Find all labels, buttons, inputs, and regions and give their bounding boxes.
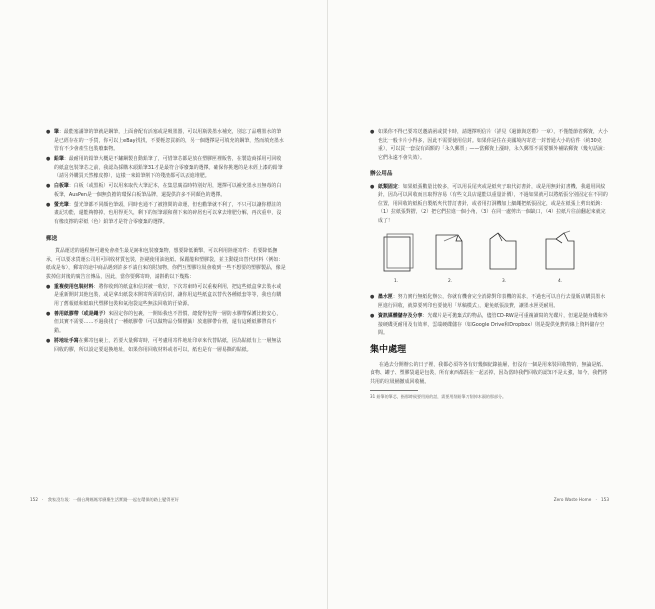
item-term: 白板筆 bbox=[54, 183, 69, 190]
list-item-handwrite-address bbox=[46, 337, 286, 354]
paper-fold-illustration bbox=[378, 229, 610, 291]
item-term: 紙類固定 bbox=[378, 183, 398, 190]
section-heading-consolidation: 集中處理 bbox=[370, 344, 407, 355]
bullet-icon: ● bbox=[46, 338, 51, 345]
list-item-media-storage bbox=[370, 312, 610, 338]
bullet-icon: ● bbox=[46, 310, 51, 317]
item-term: 筆 bbox=[54, 129, 59, 135]
bullet-icon: ● bbox=[46, 129, 51, 135]
item-text: ：螢光筆都不同顏色筆頭，同時也通不了被推問的命運，但也勸筆就不利了，不只可以讓你標註的畫記功能，還能夠擦掉，也用得更久，剩下的短筆頭和削下來的碎屑也可以拿去堆肥分解，再次重申，沒有橡皮擦的彩紙（色）鉛筆才是符合零廢棄的選擇。 bbox=[54, 201, 282, 225]
list-item-ink-cartridge bbox=[370, 293, 610, 310]
list-item-paper-fastening bbox=[370, 183, 610, 226]
item-text: 來固定你的包裹，一開始我也不習慣，總覺得包得一層防水膠帶保護比較安心，但其實不需要……不過我找了一種紙膠帶（可以做物品分類標籤）放進膠帶台裡，還有這種紙膠帶真不錯。 bbox=[54, 310, 282, 334]
section-heading-office-supplies: 辦公用品 bbox=[370, 171, 393, 178]
list-item-postcards bbox=[370, 128, 610, 162]
figure-label-4: 4. bbox=[558, 279, 563, 285]
item-text: ：白板（或黑板）可以用來取代大筆記本，在集思廣益時特別好用，選擇可以補充墨水且無毒的白板筆，AusPen是一個無負擔的環保白板筆品牌，還提供許多不同顏色的選擇。 bbox=[54, 183, 282, 198]
page-footer-left: 152 · 我家沒垃圾：一個台灣媽媽零廢棄生活實踐·一起在環保的路上變得更好 bbox=[30, 497, 179, 502]
item-text: 如果你不得已要寄送邀請函或賀卡時，請選擇明信片（詳見《過節與送禮》一章），不僅能節省郵資，大小也比一般卡片小得多，因此不需要使用信封。如果你是住在美國境內寄送一封普通大小的信件（約30克重），可以買一套沒有面額的「永久郵票」——當郵資上漲時，永久郵票不需要額外補貼郵資（幾句話說：它們永遠不會失效）。 bbox=[378, 129, 608, 161]
section-heading-mailing: 郵送 bbox=[46, 235, 58, 242]
list-item-reuse-packaging bbox=[46, 283, 286, 309]
item-text: 在郵寄包裹上，若要大量郵寄時，可考慮用寄件地址印章來代替貼紙，因為貼紙有上一層無法回收的膠，所以設定要退換地址，如果你用回收材料或者可以，紙也是有一層易撕的貼紙。 bbox=[54, 338, 282, 353]
section-intro: 貨品運送的過程無可避免會產生最足跡和包裝廢棄物，想要降低衝擊，可以利用陸運寄件：若要降低撫承，可以要求貨運公司用可回收材質包裝，拒絕使用油泡紙、保麗龍和塑膠袋，並主動提出替代材料（例如：紙或是布），郵寄的途中商品遇到許多不請自來的附加物，你們互塑膠垃圾會收到一些不想要的塑膠製品，像是拔掉信封後的廣告宣傳品，因此，當你要郵寄時，請斟酌以下幾點： bbox=[46, 248, 286, 280]
item-term: 資訊媒體儲存及分享 bbox=[378, 313, 423, 320]
bullet-icon: ● bbox=[46, 283, 51, 290]
bullet-icon: ● bbox=[370, 129, 375, 135]
figure-label-1: 1. bbox=[394, 279, 399, 285]
item-term: 鉛筆 bbox=[54, 156, 64, 163]
item-text: ：如果紙張數量比較多，可以用長尾夾或是紙夾子取代釘書針，或是用無針釘書機，我還用回紋針，因為可以回收而且取得容易（有些文具店還能以重量計價），不過如果就可以將紙張分別固定在不同的位置，用回收的紙板自製紙夾代替訂書針，或者用打洞機加上細繩把紙張固定，或是在紙張上剪出紙鉤：（1）拉紙張對摺，（2）把它們拉進一個小角，（3）在同一處剪出一個缺口，（4）拉紙片往前翻起來就完成了！ bbox=[378, 183, 608, 224]
section-body: 在過去分開辦公的日子裡，我都必須等各有好幾個紀錄抽屜，但沒有一個是用來裝回收物的，無論是紙、食物、罐子、塑膠袋還是包裝，所有東西都混在一起丟掉，因為當時我們回收的認知不是太強，如今，我們將共用的垃圾桶撤成回收桶。 bbox=[370, 361, 608, 385]
item-text: ：光碟片是可拋棄式的物品，儘管CD-RW是可重複讀寫的光碟片，但還是隨身碟和外接硬碟更耐用及有效率，雲端硬碟儲存（如Google Drive和Dropbox）則是提供免費的線上資料儲存空間。 bbox=[378, 313, 608, 337]
bullet-icon: ● bbox=[46, 201, 51, 208]
figure-label-2: 2. bbox=[448, 279, 453, 285]
figure-label-3: 3. bbox=[502, 279, 507, 285]
item-text: ：最能塞滿筆的筆就是鋼筆，上面會配有活塞或是吸墨器，可以用瓶裝墨水補充，別忘了品嚐墨水的筆是已經存在的一手貨，你可以上eBay找找，不要輕忽買新的，另一個選擇是可填充的鋼筆，然而填充墨水管有不少會產生包裝廢棄物。 bbox=[54, 129, 284, 153]
fold-steps-drawing bbox=[378, 229, 608, 285]
bullet-icon: ● bbox=[46, 183, 51, 190]
list-item-paper-tape bbox=[46, 310, 286, 336]
bullet-icon: ● bbox=[46, 156, 51, 163]
list-item-highlighter bbox=[46, 201, 286, 227]
bullet-icon: ● bbox=[370, 313, 375, 320]
item-text: ：最耐用的鉛筆大概是不鏽鋼製自動鉛筆了，可惜筆芯都是放在塑膠匣裡販售，在製造商採用可回收的紙盒包裝筆芯之前，我認為採購木頭鉛筆31才是最符合零廢棄的選擇。確保你挑選的是未經上漆的鉛筆（請另外購買天然橡皮擦），這樣一來鉛筆削下的殘渣都可以丟進堆肥。 bbox=[54, 156, 283, 180]
footnote-rule bbox=[370, 390, 418, 391]
item-term: 重複使用包裝材料 bbox=[54, 283, 94, 290]
right-column bbox=[370, 128, 610, 400]
item-term: 善用紙膠帶（或是繩子） bbox=[54, 310, 109, 317]
list-item-pen bbox=[46, 128, 286, 154]
left-page bbox=[0, 0, 327, 609]
item-term: 墨水匣 bbox=[378, 294, 393, 301]
page-footer-right: Zero Waste Home · 153 bbox=[553, 497, 609, 502]
footnote: 31 鉛筆的筆芯，指那時候要用鉛的話，需要用削鉛筆刀削掉木頭的那部分。 bbox=[370, 393, 507, 399]
right-page bbox=[328, 0, 655, 609]
item-text: ：努力實行無紙化辦公，你就有機會完全消除對印表機的需求，不過也可以自行去量販店購買墨水匣進行回收，就算要列印也要使用「草稿模式」，避免紙張浪費，讓墨水匣更耐用。 bbox=[378, 294, 606, 310]
item-term: 螢光筆 bbox=[54, 201, 69, 208]
bullet-icon: ● bbox=[370, 294, 375, 301]
list-item-whiteboard-marker bbox=[46, 182, 286, 199]
bullet-icon: ● bbox=[370, 183, 375, 190]
item-text: ：將你收到的紙盒和信封被一收好，下次寄東時可以重複利用，把這些紙盒拿去裝水或是重新開封其他包裝，或是拿出紙袋本開寄所需的信封，讓你用這些紙盒以替代各種紙套等等，我也有購用了舊報紙和紙取代塑膠包裝和氣泡袋這些無法回收的汙染源。 bbox=[54, 283, 282, 307]
item-term: 將地址手寫 bbox=[54, 338, 79, 345]
list-item-pencil bbox=[46, 155, 286, 181]
left-column bbox=[46, 128, 286, 356]
